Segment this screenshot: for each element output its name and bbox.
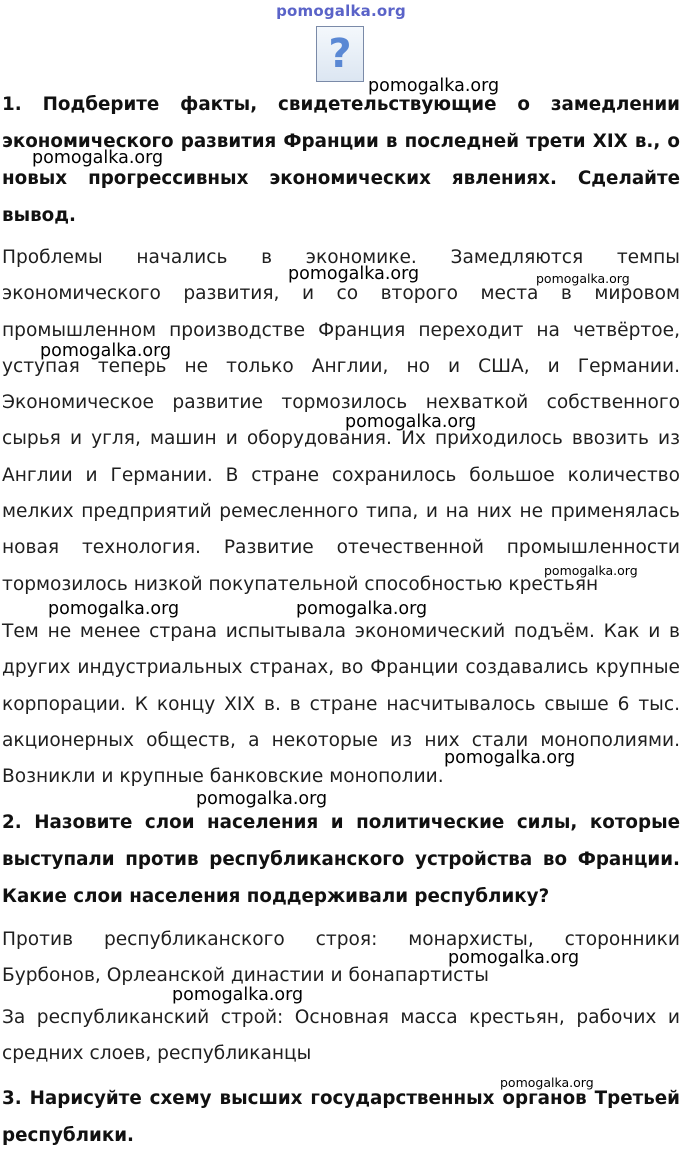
watermark: pomogalka.org <box>196 789 328 809</box>
question-2: 2. Назовите слои населения и политические силы, которые выступали против республиканского устройства во Франции. Какие слои населения поддерживали республику? <box>2 812 680 907</box>
question-1: 1. Подберите факты, свидетельствующие о замедлении экономического развития Франции в последней трети XIX в., о новых прогрессивных экономических явлениях. Сделайте вывод. <box>2 94 680 226</box>
watermark: pomogalka.org <box>368 76 500 96</box>
watermark: pomogalka.org <box>536 271 630 286</box>
header-site-link[interactable]: pomogalka.org <box>276 2 406 20</box>
watermark: pomogalka.org <box>444 748 576 768</box>
watermark: pomogalka.org <box>296 599 428 619</box>
watermark: pomogalka.org <box>32 148 164 168</box>
watermark: pomogalka.org <box>40 341 172 361</box>
watermark: pomogalka.org <box>172 985 304 1005</box>
watermark: pomogalka.org <box>345 412 477 432</box>
question-glyph: ? <box>328 31 352 77</box>
watermark: pomogalka.org <box>288 264 420 284</box>
watermark: pomogalka.org <box>500 1075 594 1090</box>
question-3: 3. Нарисуйте схему высших государственных органов Третьей республики. <box>2 1088 680 1146</box>
watermark: pomogalka.org <box>544 563 638 578</box>
watermark: pomogalka.org <box>48 599 180 619</box>
answer-1-paragraph-1: Проблемы начались в экономике. Замедляются темпы экономического развития, и со второго места в мировом промышленном производстве Франция переходит на четвёртое, уступая теперь не только Англии, но и США, и Германии. Экономическое развитие тормозилось нехваткой собственного сырья и угля, машин и оборудования. Их приходилось ввозить из Англии и Германии. В стране сохранилось большое количество мелких предприятий ремесленного типа, и на них не применялась новая технология. Развитие отечественной промышленности тормозилось низкой покупательной способностью крестьян <box>2 247 680 595</box>
answer-2-against: Против республиканского строя: монархисты, сторонники Бурбонов, Орлеанской династии и бонапартисты <box>2 929 680 987</box>
question-mark-icon <box>316 26 364 82</box>
watermark: pomogalka.org <box>448 948 580 968</box>
answer-1-paragraph-2: Тем не менее страна испытывала экономический подъём. Как и в других индустриальных странах, во Франции создавались крупные корпорации. К концу XIX в. в стране насчитывалось свыше 6 тыс. акционерных обществ, а некоторые из них стали монополиями. Возникли и крупные банковские монополии. <box>2 621 680 788</box>
answer-2-for: За республиканский строй: Основная масса крестьян, рабочих и средних слоев, республиканцы <box>2 1007 680 1065</box>
